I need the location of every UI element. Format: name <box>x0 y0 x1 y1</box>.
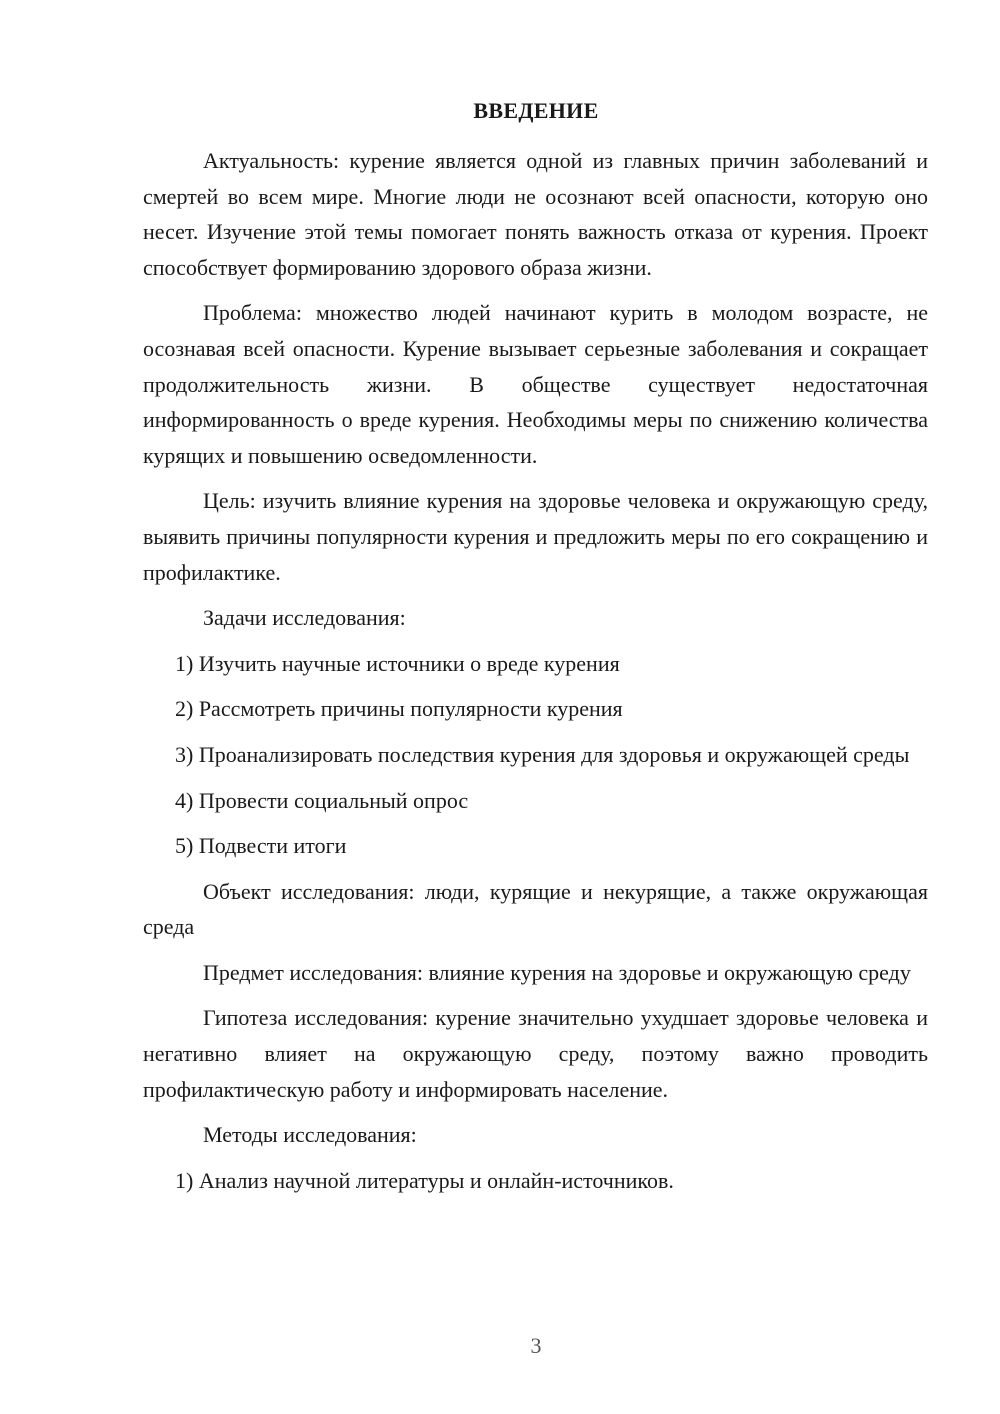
problem-paragraph: Проблема: множество людей начинают курить в молодом возрасте, не осознавая всей опасности. Курение вызывает серьезные заболевания и сокращает продолжительность жизни. В обществе существует недостаточная информированность о вреде курения. Необходимы меры по снижению количества курящих и повышению осведомленности. <box>143 300 928 468</box>
object-paragraph: Объект исследования: люди, курящие и некурящие, а также окружающая среда <box>143 878 928 940</box>
task-item: 5) Подвести итоги <box>175 833 347 859</box>
task-item: 2) Рассмотреть причины популярности курения <box>175 696 623 722</box>
subject-paragraph: Предмет исследования: влияние курения на здоровье и окружающую среду <box>203 959 911 985</box>
document-body <box>143 143 928 1208</box>
task-item: 3) Проанализировать последствия курения для здоровья и окружающей среды <box>175 741 910 767</box>
tasks-heading: Задачи исследования: <box>203 605 406 631</box>
methods-heading: Методы исследования: <box>203 1122 417 1148</box>
page-number: 3 <box>530 1333 542 1358</box>
hypothesis-paragraph: Гипотеза исследования: курение значительно ухудшает здоровье человека и негативно влияет на окружающую среду, поэтому важно проводить профилактическую работу и информировать население. <box>143 1005 928 1102</box>
task-item: 4) Провести социальный опрос <box>175 787 469 813</box>
task-item: 1) Изучить научные источники о вреде курения <box>175 650 620 676</box>
method-item: 1) Анализ научной литературы и онлайн-источников. <box>175 1167 674 1193</box>
page-title: ВВЕДЕНИЕ <box>473 98 599 123</box>
goal-paragraph: Цель: изучить влияние курения на здоровье человека и окружающую среду, выявить причины популярности курения и предложить меры по его сокращению и профилактике. <box>143 488 928 585</box>
relevance-paragraph: Актуальность: курение является одной из главных причин заболеваний и смертей во всем мире. Многие люди не осознают всей опасности, которую оно несет. Изучение этой темы помогает понять важность отказа от курения. Проект способствует формированию здорового образа жизни. <box>143 148 928 280</box>
